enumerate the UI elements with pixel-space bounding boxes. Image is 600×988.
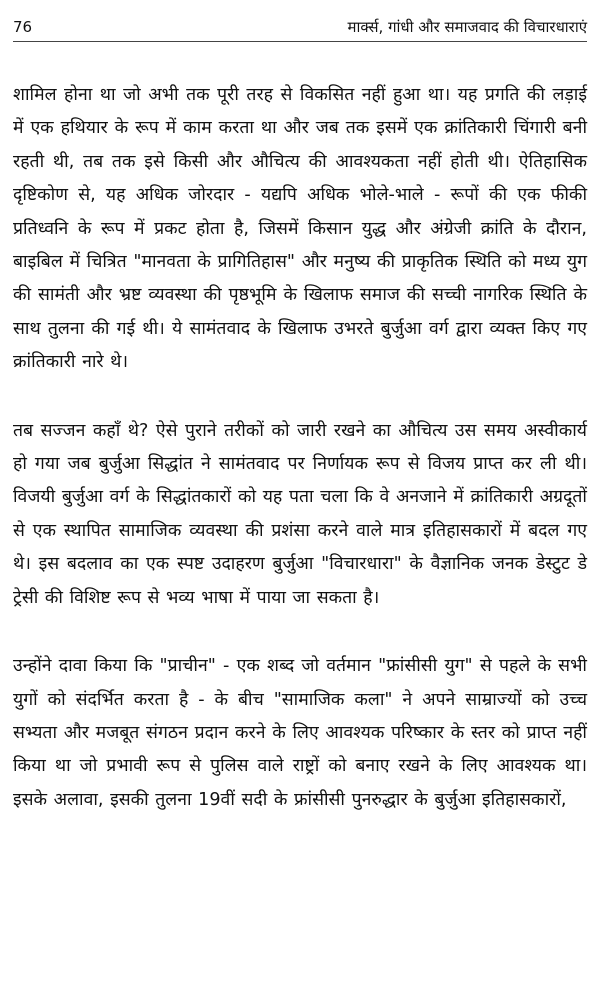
running-header xyxy=(13,0,587,36)
header-divider xyxy=(13,41,587,42)
page-number: 76 xyxy=(13,18,33,36)
paragraph-3: उन्होंने दावा किया कि "प्राचीन" - एक शब्द जो वर्तमान "फ्रांसीसी युग" से पहले के सभी युगों को संदर्भित करता है - के बीच "सामाजिक कला" ने अपने साम्राज्यों को उच्च सभ्यता और मजबूत संगठन प्रदान करने के लिए आवश्यक परिष्कार के स्तर को प्राप्त नहीं किया था जो प्रभावी रूप से पुलिस वाले राष्ट्रों को बनाए रखने के लिए आवश्यक था। इसके अलावा, इसकी तुलना 19वीं सदी के फ्रांसीसी पुनरुद्धार के बुर्जुआ इतिहासकारों, xyxy=(13,656,587,810)
paragraph-1: शामिल होना था जो अभी तक पूरी तरह से विकसित नहीं हुआ था। यह प्रगति की लड़ाई में एक हथियार के रूप में काम करता था और जब तक इसमें एक क्रांतिकारी चिंगारी बनी रहती थी, तब तक इसे किसी और औचित्य की आवश्यकता नहीं होती थी। ऐतिहासिक दृष्टिकोण से, यह अधिक जोरदार - यद्यपि अधिक भोले-भाले - रूपों की एक फीकी प्रतिध्वनि के रूप में प्रकट होता है, जिसमें किसान युद्ध और अंग्रेजी क्रांति के दौरान, बाइबिल में चित्रित "मानवता के प्रागितिहास" और मनुष्य की प्राकृतिक स्थिति को मध्य युग की सामंती और भ्रष्ट व्यवस्था की पृष्ठभूमि के खिलाफ समाज की सच्ची नागरिक स्थिति के साथ तुलना की गई थी। ये सामंतवाद के खिलाफ उभरते बुर्जुआ वर्ग द्वारा व्यक्त किए गए क्रांतिकारी नारे थे। xyxy=(13,85,587,373)
paragraph-2: तब सज्जन कहाँ थे? ऐसे पुराने तरीकों को जारी रखने का औचित्य उस समय अस्वीकार्य हो गया जब बुर्जुआ सिद्धांत ने सामंतवाद पर निर्णायक रूप से विजय प्राप्त कर ली थी। विजयी बुर्जुआ वर्ग के सिद्धांतकारों को यह पता चला कि वे अनजाने में क्रांतिकारी अग्रदूतों से एक स्थापित सामाजिक व्यवस्था की प्रशंसा करने वाले मात्र इतिहासकारों में बदल गए थे। इस बदलाव का एक स्पष्ट उदाहरण बुर्जुआ "विचारधारा" के वैज्ञानिक जनक डेस्टुट डे ट्रेसी की विशिष्ट रूप से भव्य भाषा में पाया जा सकता है। xyxy=(13,420,587,608)
body-text xyxy=(13,79,587,817)
book-title: मार्क्स, गांधी और समाजवाद की विचारधाराएं xyxy=(347,18,587,36)
